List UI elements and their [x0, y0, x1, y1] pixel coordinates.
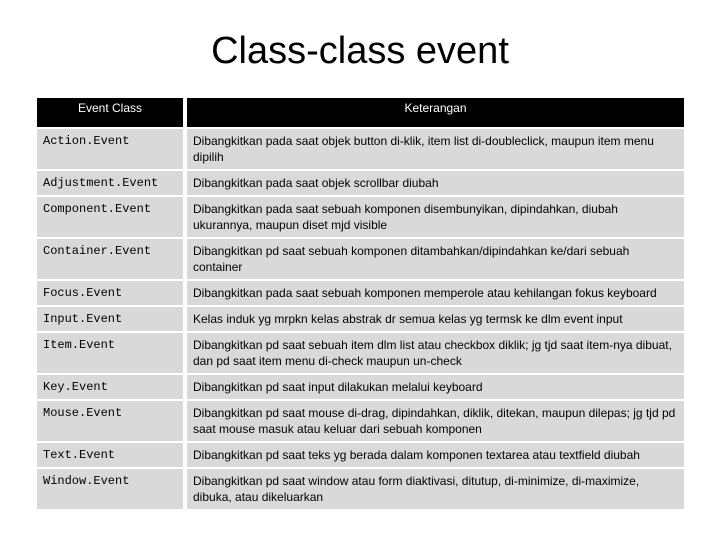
event-class-cell: Mouse.Event: [37, 401, 183, 441]
event-class-cell: Text.Event: [37, 443, 183, 467]
event-class-cell: Component.Event: [37, 197, 183, 237]
description-cell: Dibangkitkan pd saat sebuah item dlm list atau checkbox diklik; jg tjd saat item-nya dibuat, dan pd saat item menu di-check maupun un-check: [187, 333, 684, 373]
header-keterangan: Keterangan: [187, 98, 684, 127]
table-row: [37, 239, 684, 279]
slide-title: Class-class event: [211, 30, 509, 72]
event-class-cell: Key.Event: [37, 375, 183, 399]
event-class-table: [37, 96, 684, 511]
description-cell: Dibangkitkan pd saat mouse di-drag, dipindahkan, diklik, ditekan, maupun dilepas; jg tjd pd saat mouse masuk atau keluar dari sebuah komponen: [187, 401, 684, 441]
event-class-cell: Adjustment.Event: [37, 171, 183, 195]
table-row: [37, 307, 684, 331]
event-class-cell: Action.Event: [37, 129, 183, 169]
description-cell: Dibangkitkan pd saat sebuah komponen ditambahkan/dipindahkan ke/dari sebuah container: [187, 239, 684, 279]
table-row: [37, 281, 684, 305]
table-row: [37, 197, 684, 237]
table-row: [37, 333, 684, 373]
description-cell: Dibangkitkan pada saat objek button di-klik, item list di-doubleclick, maupun item menu dipilih: [187, 129, 684, 169]
table-row: [37, 401, 684, 441]
table-row: [37, 443, 684, 467]
event-class-cell: Container.Event: [37, 239, 183, 279]
table-row: [37, 129, 684, 169]
description-cell: Kelas induk yg mrpkn kelas abstrak dr semua kelas yg termsk ke dlm event input: [187, 307, 684, 331]
event-class-cell: Window.Event: [37, 469, 183, 509]
description-cell: Dibangkitkan pd saat teks yg berada dalam komponen textarea atau textfield diubah: [187, 443, 684, 467]
description-cell: Dibangkitkan pd saat window atau form diaktivasi, ditutup, di-minimize, di-maximize, dibuka, atau dikeluarkan: [187, 469, 684, 509]
table-row: [37, 171, 684, 195]
table-row: [37, 375, 684, 399]
description-cell: Dibangkitkan pada saat objek scrollbar diubah: [187, 171, 684, 195]
description-cell: Dibangkitkan pada saat sebuah komponen disembunyikan, dipindahkan, diubah ukurannya, maupun diset mjd visible: [187, 197, 684, 237]
event-class-cell: Input.Event: [37, 307, 183, 331]
event-class-cell: Item.Event: [37, 333, 183, 373]
description-cell: Dibangkitkan pada saat sebuah komponen memperole atau kehilangan fokus keyboard: [187, 281, 684, 305]
header-event-class: Event Class: [37, 98, 183, 127]
table-row: [37, 469, 684, 509]
event-class-cell: Focus.Event: [37, 281, 183, 305]
table-header-row: [37, 98, 684, 127]
description-cell: Dibangkitkan pd saat input dilakukan melalui keyboard: [187, 375, 684, 399]
